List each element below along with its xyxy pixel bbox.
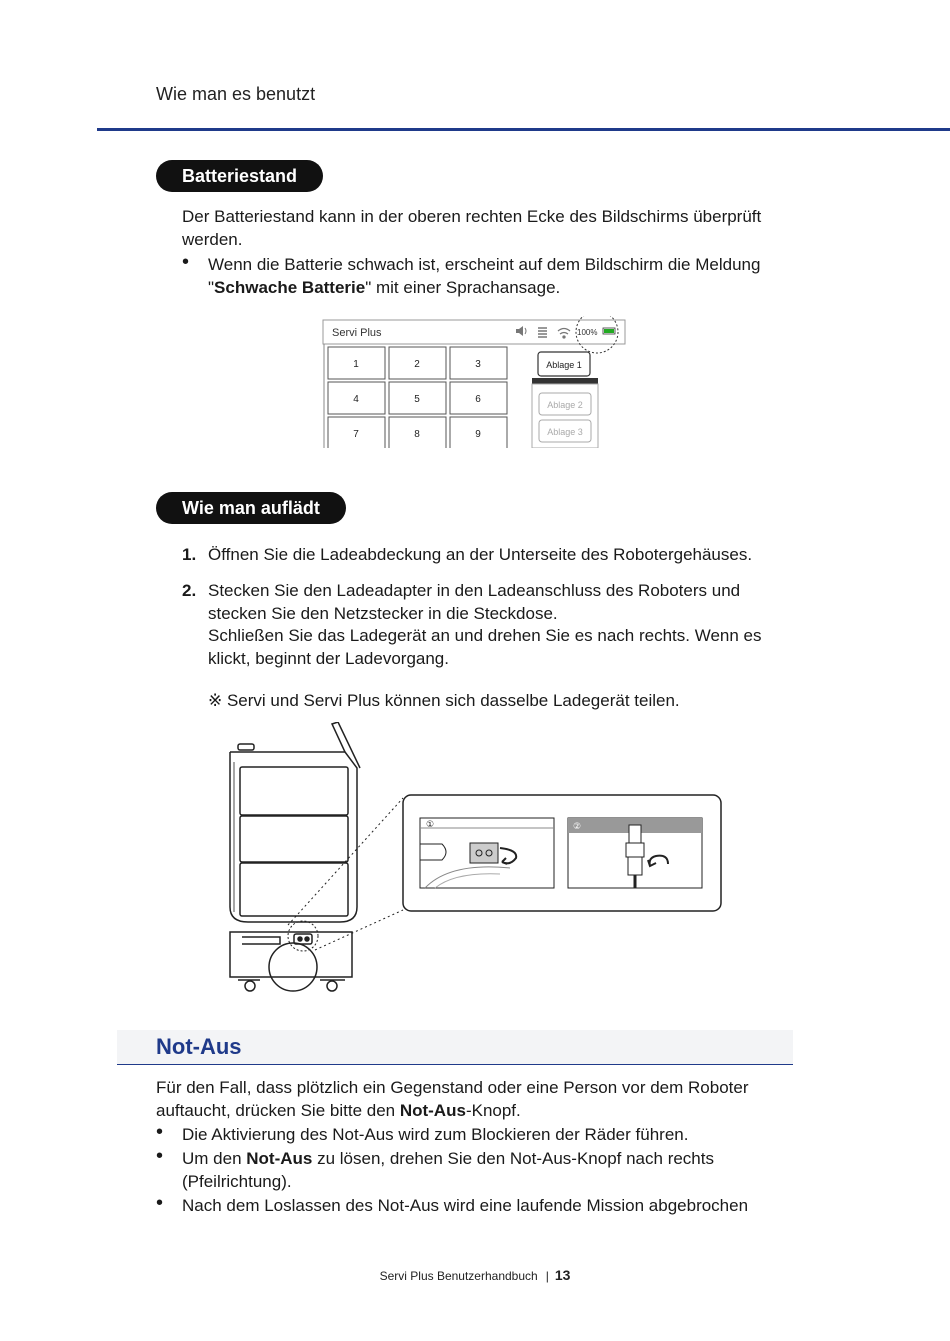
bullet-dot: • (156, 1121, 164, 1143)
key-label: 1 (353, 359, 359, 370)
step-number: 1. (182, 545, 197, 564)
tray-3-label: Ablage 3 (547, 427, 583, 437)
tray-1-label: Ablage 1 (546, 360, 582, 370)
key-label: 7 (353, 429, 359, 440)
estop-bullet-2 (182, 1147, 762, 1193)
battery-percent: 100% (577, 328, 598, 337)
header-rule (97, 128, 950, 131)
battery-bullet (208, 253, 798, 299)
step-1-label: ① (426, 819, 435, 829)
screen-illustration (320, 316, 630, 448)
step-text-continued: Schließen Sie das Ladegerät an und drehen Sie es nach rechts. Wenn es klickt, beginnt der Ladevorgang. (208, 626, 762, 668)
estop-bullet-1: Die Aktivierung des Not-Aus wird zum Blockieren der Räder führen. (182, 1125, 689, 1144)
estop-intro (156, 1076, 796, 1122)
bullet-text: " mit einer Sprachansage. (365, 278, 561, 297)
step-2-label: ② (573, 821, 582, 831)
running-header: Wie man es benutzt (156, 84, 316, 104)
bullet-text: Wenn die Batterie schwach ist, erscheint auf dem Bildschirm die Meldung " (208, 255, 761, 297)
bullet-dot: • (156, 1145, 164, 1167)
key-label: 2 (414, 359, 420, 370)
step-text: Stecken Sie den Ladeadapter in den Ladeanschluss des Roboters und stecken Sie den Netzstecker in die Steckdose. (208, 581, 741, 623)
intro-bold: Not-Aus (399, 1101, 466, 1120)
intro-text: -Knopf. (465, 1101, 521, 1120)
intro-text: Für den Fall, dass plötzlich ein Gegenstand oder eine Person vor dem Roboter auftaucht, drücken Sie bitte den (156, 1078, 749, 1120)
charger-note: ※ Servi und Servi Plus können sich dasselbe Ladegerät teilen. (208, 691, 680, 710)
bullet-dot: • (156, 1192, 164, 1214)
page-footer (0, 1267, 950, 1283)
robot-icon (230, 722, 360, 991)
key-label: 4 (353, 394, 359, 405)
step-number: 2. (182, 581, 197, 600)
tray-2-label: Ablage 2 (547, 400, 583, 410)
bullet-bold: Not-Aus (246, 1149, 313, 1168)
bullet-dot: • (182, 251, 190, 273)
estop-heading: Not-Aus (156, 1034, 242, 1059)
key-label: 5 (414, 394, 420, 405)
step-text: Öffnen Sie die Ladeabdeckung an der Unterseite des Robotergehäuses. (208, 545, 753, 564)
estop-bullet-3: Nach dem Loslassen des Not-Aus wird eine laufende Mission abgebrochen (182, 1196, 749, 1215)
key-label: 6 (475, 394, 481, 405)
bullet-text: zu lösen, drehen Sie den Not-Aus-Knopf nach rechts (Pfeilrichtung). (182, 1149, 714, 1191)
footer-separator: | (545, 1269, 549, 1283)
port-highlight-circle (288, 921, 318, 951)
key-label: 8 (414, 429, 420, 440)
page-number: 13 (554, 1267, 571, 1283)
key-label: 9 (475, 429, 481, 440)
robot-charging-illustration (220, 722, 730, 994)
tray-divider (532, 378, 598, 384)
battery-icon (603, 328, 615, 334)
battery-heading: Batteriestand (156, 160, 323, 192)
battery-intro: Der Batteriestand kann in der oberen rechten Ecke des Bildschirms überprüft werden. (182, 207, 762, 249)
charging-heading: Wie man auflädt (156, 492, 346, 524)
bullet-bold: Schwache Batterie (214, 278, 366, 297)
callout-panel (403, 795, 721, 911)
screen-app-title: Servi Plus (332, 327, 382, 339)
footer-doc-title: Servi Plus Benutzerhandbuch (379, 1269, 538, 1283)
key-label: 3 (475, 359, 481, 370)
bullet-text: Um den (182, 1149, 247, 1168)
